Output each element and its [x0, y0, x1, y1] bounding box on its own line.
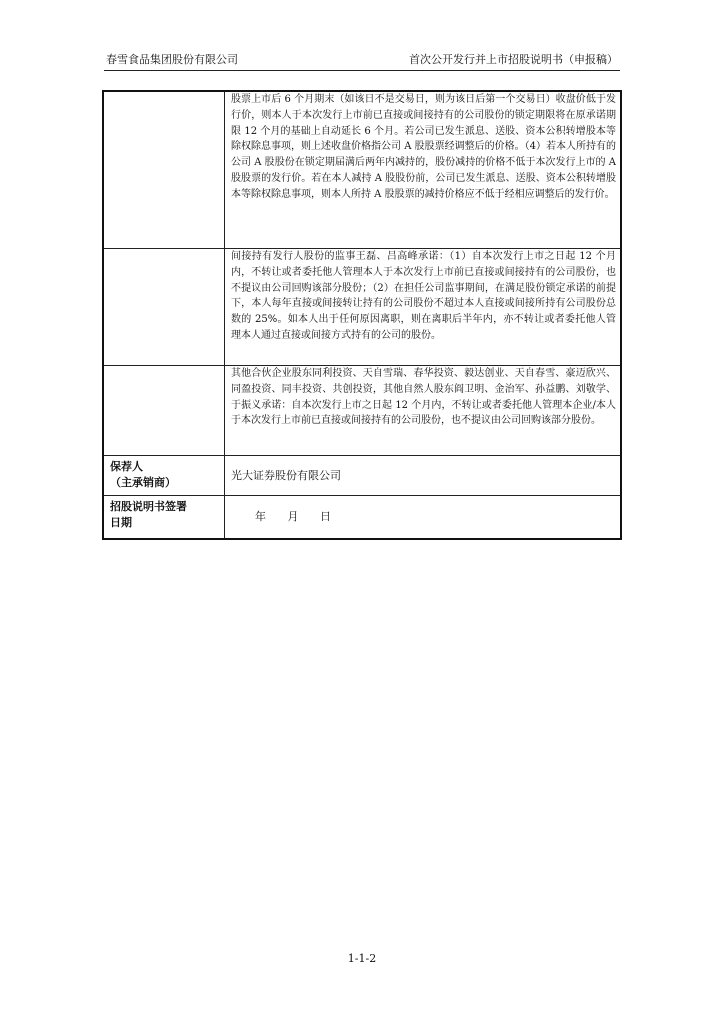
supervisor-commitment-text: 间接持有发行人股份的监事王磊、吕高峰承诺：（1）自本次发行上市之日起 12 个月内，不转让或者委托他人管理本人于本次发行上市前已直接或间接持有的公司股份，也不提议由公司回购该部分股份；（2）在担任公司监事期间，在满足股份锁定承诺的前提下，本人每年直接或间接转让持有的公司股份不超过本人直接或间接所持有公司股份总数的 25%。如本人出于任何原因离职，则在离职后半年内，亦不转让或者委托他人管理本人通过直接或间接方式持有的公司的股份。 — [225, 249, 622, 366]
table-row — [103, 456, 621, 496]
table-row — [103, 249, 621, 366]
company-name: 春雪食品集团股份有限公司 — [106, 53, 238, 66]
lockup-commitment-text: 股票上市后 6 个月期末（如该日不是交易日，则为该日后第一个交易日）收盘价低于发行价，则本人于本次发行上市前已直接或间接持有的公司股份的锁定期限将在原承诺期限 12 个月的基础上自动延长 6 个月。若公司已发生派息、送股、资本公积转增股本等除权除息事项，则上述收盘价格指公司 A 股股票经调整后的价格。（4）若本人所持有的公司 A 股股份在锁定期届满后两年内减持的，股份减持的价格不低于本次发行上市的 A 股股票的发行价。若在本人减持 A 股股份前，公司已发生派息、送股、资本公积转增股本等除权除息事项，则本人所持 A 股股票的减持价格应不低于经相应调整后的发行价。 — [225, 91, 622, 249]
sponsor-name: 光大证券股份有限公司 — [225, 456, 622, 496]
other-shareholders-commitment-text: 其他合伙企业股东同利投资、天自雪瑞、春华投资、毅达创业、天自春雪、豪迈欣兴、同盈投资、同丰投资、共创投资，其他自然人股东阎卫明、金治军、孙益鹏、刘敬学、于振义承诺：自本次发行上市之日起 12 个月内，不转让或者委托他人管理本企业/本人于本次发行上市前已直接或间接持有的公司股份，也不提议由公司回购该部分股份。 — [225, 366, 622, 456]
table-row — [103, 496, 621, 540]
sponsor-label — [103, 456, 225, 496]
document-title: 首次公开发行并上市招股说明书（申报稿） — [409, 53, 618, 66]
row-label — [103, 366, 225, 456]
sponsor-label-line2: （主承销商） — [110, 476, 176, 489]
signing-date-label-line1: 招股说明书签署 — [110, 500, 187, 513]
table-row — [103, 91, 621, 249]
sponsor-label-line1: 保荐人 — [110, 460, 143, 473]
table-row — [103, 366, 621, 456]
signing-date-label — [103, 496, 225, 540]
prospectus-info-table — [102, 90, 622, 540]
signing-date-label-line2: 日期 — [110, 516, 132, 529]
row-label — [103, 91, 225, 249]
page-header — [104, 50, 620, 71]
row-label — [103, 249, 225, 366]
page-number: 1-1-2 — [347, 952, 377, 965]
signing-date-value: 年 月 日 — [225, 496, 622, 540]
